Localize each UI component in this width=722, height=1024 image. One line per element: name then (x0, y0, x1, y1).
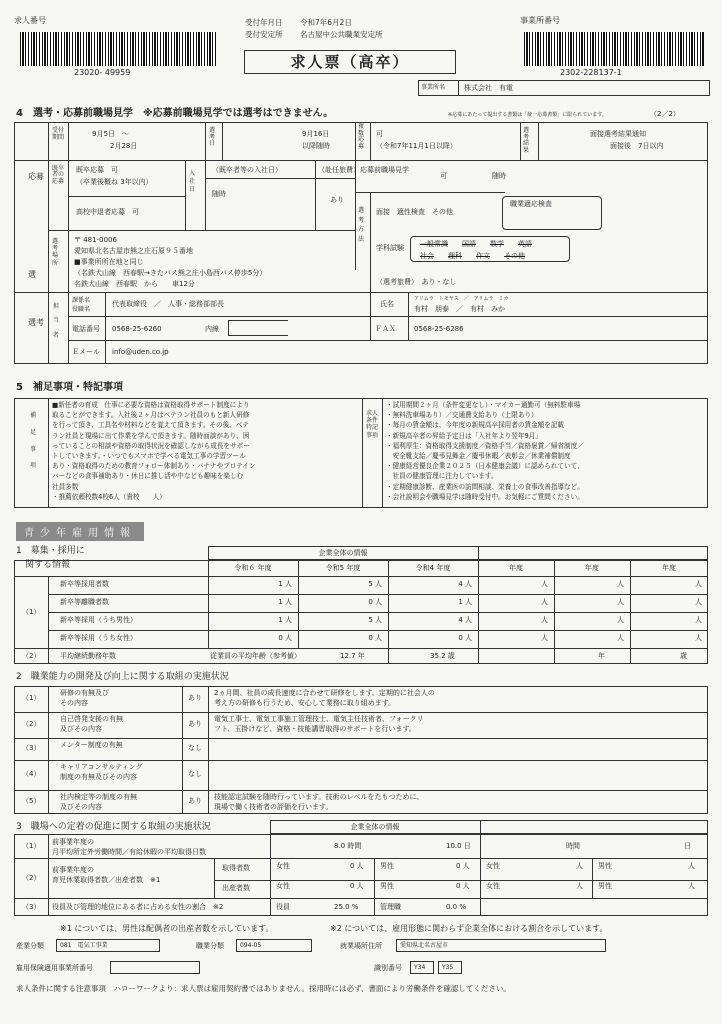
place-postal: 〒 481-0006 (74, 236, 117, 244)
skill-row-detail: 電気工事士、電気工事施工管理技士、電気主任技術者、フォークリ (214, 715, 424, 723)
youth-t1-title: 1 募集・採用に (16, 546, 85, 556)
skill-row-no: （5） (22, 797, 41, 805)
supplement-line: トしていきます。・いつでもスマホで学べる電気工事の学習ツール (52, 452, 246, 460)
male-count: 人 (688, 882, 695, 890)
skill-row-label: 制度の有無及びその内容 (60, 773, 137, 781)
youth-t1-title-2: 関する情報 (16, 560, 71, 570)
male-label: 男性 (598, 862, 612, 870)
special-condition-line: 安全靴支給／慶弔見舞金／慶弔休暇／表彰会／休業補償制度 (386, 452, 571, 460)
recruit-cell: 人 (617, 616, 624, 624)
recruit-cell: 人 (695, 580, 702, 588)
female-label: 女性 (276, 862, 290, 870)
skill-row-divider (14, 712, 708, 713)
special-condition-line: ・試用期間２ヶ月（条件変更なし）・マイカー通勤可（無料駐車場 (386, 401, 581, 409)
recruit-cell: 0 人 (368, 598, 382, 606)
recruit-cell: 0 人 (368, 634, 382, 642)
biz-number-label: 事業所番号 (520, 16, 560, 25)
note-2: ※2 については、雇用形態に関わらず企業全体における割合を示しています。 (330, 924, 608, 933)
recruit-cell: 人 (617, 598, 624, 606)
t3-r2-label-2: 育児休業取得者数／出産者数 ※1 (52, 876, 161, 884)
received-date: 令和7年6月2日 (300, 18, 352, 27)
biz-name: 株式会社 有電 (464, 84, 513, 92)
tenure-no: （2） (22, 652, 41, 660)
exec-label: 役員 (276, 903, 290, 911)
recruit-cell: 人 (695, 598, 702, 606)
page-indicator: （2／2） (650, 110, 680, 118)
male-count: 0 人 (456, 882, 470, 890)
skill-row-label: メンター制度の有無 (60, 741, 123, 749)
recruit-cell: 1 人 (278, 580, 292, 588)
accept-from: 9月5日 ～ (92, 130, 129, 138)
job-number-label: 求人番号 (14, 16, 46, 25)
email-value: info@uden.co.jp (112, 348, 169, 356)
recruit-cell: 人 (541, 598, 548, 606)
births-label: 出産者数 (222, 884, 250, 892)
supplement-line: バーなどの食事補助あり・休日に推し活や中なども趣味を楽しむ (52, 472, 244, 481)
recruit-group-no: （1） (22, 608, 41, 616)
male-label: 男性 (380, 882, 394, 890)
place-access: （名鉄犬山線 西春駅→きたバス熊之庄小島西バス停歩5分） (74, 269, 267, 277)
pre-visit-value: 可 (440, 172, 447, 180)
recruit-cell: 人 (541, 580, 548, 588)
fax-value: 0568-25-6286 (414, 325, 464, 333)
place-same: ■事業所所在地と同じ (74, 258, 144, 266)
email-label: Ｅメール (72, 348, 100, 356)
youth-t2-title: 2 職業能力の開発及び向上に関する取組の実施状況 (16, 672, 229, 682)
skill-row-detail: 現場で働く技術者の評価を行います。 (214, 803, 333, 811)
academic-item: 理科 (448, 252, 462, 260)
female-label: 女性 (486, 862, 500, 870)
recruit-cell: 5 人 (368, 580, 382, 588)
skill-row-no: （2） (22, 720, 41, 728)
supplement-line: 取ることができます。入社後２ヶ月はベテラン社員のもと新人研修 (52, 411, 250, 420)
academic-item: 国語 (462, 240, 476, 248)
youth-t3-title: 3 職場への定着の促進に関する取組の実施状況 (16, 822, 211, 832)
selection-label: 選 (28, 270, 36, 279)
skill-row-label: 研修の有無及び (60, 689, 109, 697)
grad-apply-value: 既卒応募 可 (76, 166, 118, 174)
recruit-cell: 0 人 (278, 634, 292, 642)
section4-title: 4 選考・応募前職場見学 ※応募前職場見学では選考はできません。 (16, 108, 334, 119)
manager-label: 管理職 (380, 903, 401, 911)
supplement-line: っていることの相談や資格の取得状況を確認しながら成長をサポー (52, 441, 250, 450)
ident-2: Y35 (442, 964, 454, 971)
year-header: 令和5 年度 (325, 564, 361, 572)
exam-date-2: 以降随時 (302, 142, 330, 150)
recruit-cell: 人 (617, 634, 624, 642)
overtime-hours-unit: 時間 (566, 842, 580, 850)
recruit-cell: 0 人 (458, 634, 472, 642)
avg-age-label: 従業員の平均年齢（参考値） (210, 652, 301, 660)
recruit-cell: 4 人 (458, 580, 472, 588)
paid-leave-days: 10.0 日 (446, 842, 471, 850)
recruit-cell: 1 人 (278, 598, 292, 606)
recruit-row-label: 新卒等採用（うち女性） (60, 634, 137, 642)
skill-row-answer: なし (188, 744, 202, 752)
academic-item: 数学 (490, 240, 504, 248)
academic-item: 社会 (420, 252, 434, 260)
name-label: 氏名 (380, 300, 394, 308)
note-1: ※1 については、男性は配偶者の出産者数を示しています。 (60, 924, 274, 933)
supplement-line: あり・資格取得のための教育フォロー体制あり・バナナやプロテイン (52, 462, 256, 471)
skill-row-divider (14, 760, 708, 761)
multi-apply-label: 複数応募 (358, 123, 365, 150)
female-count: 0 人 (350, 862, 364, 870)
apply-label: 応募 (28, 172, 44, 181)
workplace-value: 愛知県北名古屋市 (400, 942, 449, 949)
job-class-label: 職業分類 (196, 942, 224, 950)
year-header: 令和4 年度 (415, 564, 451, 572)
workplace-label: 就業場所住所 (340, 942, 382, 950)
t3-company-label: 企業全体の情報 (350, 823, 400, 831)
place-access-2: 名鉄犬山線 西春駅 から 車12分 (74, 280, 195, 288)
t3-r3-no: （3） (22, 903, 41, 911)
t3-r1-label: 前事業年度の (52, 838, 94, 846)
exam-place-label: 選考場所 (52, 238, 59, 267)
special-conditions-label: 求人条件特記事項 (366, 410, 379, 439)
skill-row-label: 及びその内容 (60, 803, 102, 811)
exec-ratio: 25.0 % (334, 903, 359, 911)
dropout-apply-value: 高校中退者応募 可 (76, 208, 139, 216)
pre-visit-label: 応募前職場見学 (360, 166, 409, 174)
supplement-label: 補足事項 (30, 412, 37, 470)
accept-period-label: 受付期間 (52, 127, 65, 141)
ext-bracket (228, 320, 288, 336)
join-date-label: 入社日 (189, 170, 196, 193)
tenure-years: 12.7 年 (340, 652, 365, 660)
recruit-row-label: 新卒等採用者数 (60, 580, 109, 588)
year-header: 令和６ 年度 (234, 564, 272, 572)
skill-row-detail: 考え方の研修も行うため、安心して業務に取り組めます。 (214, 699, 396, 707)
ident-1: Y34 (414, 964, 426, 971)
special-condition-line: ・健康経営優良企業２０２５（日本健康会議）に認められていて、 (386, 462, 584, 471)
biz-number: 2302-228137-1 (560, 68, 622, 77)
skill-row-detail: 2ヵ月間、社員の成長速度に合わせて研修をします。定期的に社会人の (214, 689, 435, 697)
skill-row-answer: あり (188, 694, 202, 702)
office-name: 名古屋中公共職業安定所 (300, 30, 383, 39)
skill-row-answer: なし (188, 770, 202, 778)
position-title-label: 役職名 (72, 306, 91, 313)
biz-name-box (418, 80, 710, 96)
fax-label: ＦＡＸ (375, 325, 396, 333)
exam-date: 9月16日 (302, 130, 330, 138)
result-notice: 面接選考結果通知 (590, 130, 646, 138)
male-label: 男性 (380, 862, 394, 870)
grad-apply-note: （卒業後概ね 3年以内） (76, 178, 153, 186)
year-header: 年度 (585, 564, 599, 572)
tenure-label: 平均継続勤務年数 (60, 652, 116, 660)
recruit-cell: 人 (541, 634, 548, 642)
tel-label: 電話番号 (72, 325, 100, 333)
selection-label-2: 選考 (28, 318, 44, 327)
multi-apply-date: （令和7年11月1日以降） (376, 142, 457, 150)
male-label: 男性 (598, 882, 612, 890)
special-condition-line: ・福利厚生：資格取得支援制度／資格手当／資格褒賞／帰省制度／ (386, 441, 584, 450)
footer-notice: 求人条件に関する注意事項 ハローワークより：求人票は雇用契約書ではありません。採用時には必ず、書面により労働条件を確認してください。 (16, 984, 511, 993)
contact-label: 担当者 (53, 303, 60, 339)
academic-item: 作文 (476, 252, 490, 260)
skill-row-detail: 技能認定試験を随時行っています。技術のレベルをたもつために、 (214, 793, 424, 801)
skill-row-label: 自己啓発支援の有無 (60, 715, 123, 723)
method-other: 職業適応検査 (510, 200, 552, 208)
company-info-label: 企業全体の情報 (318, 549, 368, 557)
paid-leave-unit: 日 (684, 842, 691, 850)
exam-travel: （選考旅費） あり・なし (376, 278, 457, 286)
industry-label: 産業分類 (16, 942, 44, 950)
skill-row-no: （4） (22, 770, 41, 778)
academic-item: 一般常識 (420, 240, 448, 248)
multi-apply-value: 可 (376, 130, 383, 138)
pre-visit-when: 随時 (492, 172, 506, 180)
travel-head: （赴任旅費） (318, 166, 360, 174)
t3-r1-label-2: 月平均所定外労働時間／有給休暇の平均取得日数 (52, 848, 206, 856)
manager-ratio: 0.0 % (446, 903, 467, 911)
male-count: 人 (688, 862, 695, 870)
supplement-line: ・推薦依頼校数4校6人（貴校 人） (52, 492, 166, 501)
insured-label: 雇用保険適用事業所番号 (16, 964, 93, 972)
recruit-cell: 1 人 (278, 616, 292, 624)
job-class-value: 094-05 (240, 942, 262, 949)
insured-box (110, 961, 200, 974)
recruit-cell: 4 人 (458, 616, 472, 624)
special-condition-line: ・会社説明会や職場見学は随時受付中。お気軽にご質問ください。 (386, 492, 584, 501)
name-kana: アリムラ トモヤス ／ アリムラ ミカ (414, 296, 509, 302)
skill-row-label: 及びその内容 (60, 725, 102, 733)
special-condition-line: ・毎月の賃金額は、今年度の新規高卒採用者の賃金額を記載 (386, 421, 565, 430)
leave-takers-label: 取得者数 (222, 864, 250, 872)
ident-label: 識別番号 (374, 964, 402, 972)
ext-label: 内線 (205, 325, 219, 333)
contact-title: 代表取締役 ／ 人事・総務部部長 (112, 300, 224, 308)
recruit-cell: 人 (541, 616, 548, 624)
industry-value: 081 電気工事業 (60, 942, 108, 949)
avg-age-unit: 歳 (680, 652, 687, 660)
female-label: 女性 (276, 882, 290, 890)
contact-name: 有村 朋泰 ／ 有村 みか (414, 305, 505, 313)
biz-number-barcode (524, 32, 704, 66)
academic-item: その他 (504, 252, 525, 260)
t3-r2-no: （2） (22, 874, 41, 882)
biz-name-label: 事業所名 (421, 84, 446, 91)
skill-row-answer: あり (188, 720, 202, 728)
exam-date-label: 選考日 (209, 127, 216, 148)
female-count: 0 人 (350, 882, 364, 890)
skill-row-divider (14, 790, 708, 791)
tel-value: 0568-25-6260 (112, 325, 162, 333)
female-count: 人 (576, 882, 583, 890)
place-address: 愛知県北名古屋市熊之庄石原９５番地 (74, 247, 193, 255)
job-number: 23020- 49959 (74, 68, 131, 77)
skill-row-no: （1） (22, 694, 41, 702)
result-label: 選考結果 (523, 127, 530, 154)
recruit-cell: 1 人 (458, 598, 472, 606)
accept-to: 2月28日 (110, 142, 138, 150)
year-header: 年度 (662, 564, 676, 572)
join-date-value: 随時 (212, 190, 226, 198)
office-label: 受付安定所 (245, 30, 283, 39)
avg-age: 35.2 歳 (430, 652, 455, 660)
tenure-year-unit: 年 (598, 652, 605, 660)
skill-row-no: （3） (22, 744, 41, 752)
skill-row-divider (14, 738, 708, 739)
page-title: 求人票（高卒） (290, 53, 410, 71)
skill-row-detail: フト、玉掛けなど、資格・技能講習取得のサポートを行います。 (214, 725, 416, 733)
recruit-cell: 人 (695, 616, 702, 624)
supplement-line: を行って頂き、工具名や材料などを覚えて頂きます。その後、ベテ (52, 421, 250, 430)
join-date-head: （既卒者等の入社日） (212, 166, 282, 174)
section5-title: 5 補足事項・特記事項 (16, 382, 123, 393)
skill-row-label: キャリアコンサルティング (60, 763, 143, 771)
recruit-cell: 人 (695, 634, 702, 642)
received-label: 受付年月日 (245, 18, 283, 27)
t3-r3-label: 役員及び管理的地位にある者に占める女性の割合 ※2 (52, 903, 224, 911)
grad-apply-label: 既卒者の応募 (52, 165, 65, 185)
skill-row-answer: あり (188, 797, 202, 805)
section4-note: ※応募にあたって提出する書類は「統一応募書類」に限られています。 (448, 112, 607, 118)
special-condition-line: ・定期健康診断、産業医の訪問相談、栄養士の食事改善指導など。 (386, 482, 584, 491)
travel-value: あり (330, 196, 344, 204)
recruit-cell: 人 (617, 580, 624, 588)
supplement-line: ■新任者の育成 仕事に必要な資格は資格取得サポート制度により (52, 401, 250, 409)
supplement-line: ラン社員と現場に出て作業を学んで頂きます。随時面談があり、困 (52, 431, 250, 440)
youth-info-band: 青少年雇用情報 (16, 522, 144, 541)
recruit-row-label: 新卒等離職者数 (60, 598, 109, 606)
female-count: 人 (576, 862, 583, 870)
method-label: 選考方法 (358, 207, 365, 243)
academic-item: 英語 (518, 240, 532, 248)
recruit-row-label: 新卒等採用（うち男性） (60, 616, 137, 624)
recruit-cell: 5 人 (368, 616, 382, 624)
method-items: 面接 適性検査 その他 (376, 208, 453, 216)
male-count: 0 人 (456, 862, 470, 870)
skill-row-label: 社内検定等の制度の有無 (60, 793, 137, 801)
academic-label: 学科試験 (376, 244, 404, 252)
t3-r1-no: （1） (22, 842, 41, 850)
job-number-barcode (20, 32, 216, 66)
special-condition-line: ・新規高卒者の昇給予定日は「入社年より翌年9月」 (386, 431, 542, 440)
special-condition-line: ・無料洗車場あり）／交通費支給あり（上限あり） (386, 411, 538, 420)
section-title-label: 課係名 (72, 297, 91, 304)
female-label: 女性 (486, 882, 500, 890)
skill-row-label: その内容 (60, 699, 88, 707)
special-condition-line: 社員の健康管理に注力しています。 (386, 472, 498, 481)
supplement-line: 社員多数 (52, 482, 79, 491)
t3-r2-label: 前事業年度の (52, 866, 94, 874)
year-header: 年度 (509, 564, 523, 572)
result-days: 面接後 7日以内 (610, 142, 664, 150)
overtime-hours: 8.0 時間 (334, 842, 362, 850)
